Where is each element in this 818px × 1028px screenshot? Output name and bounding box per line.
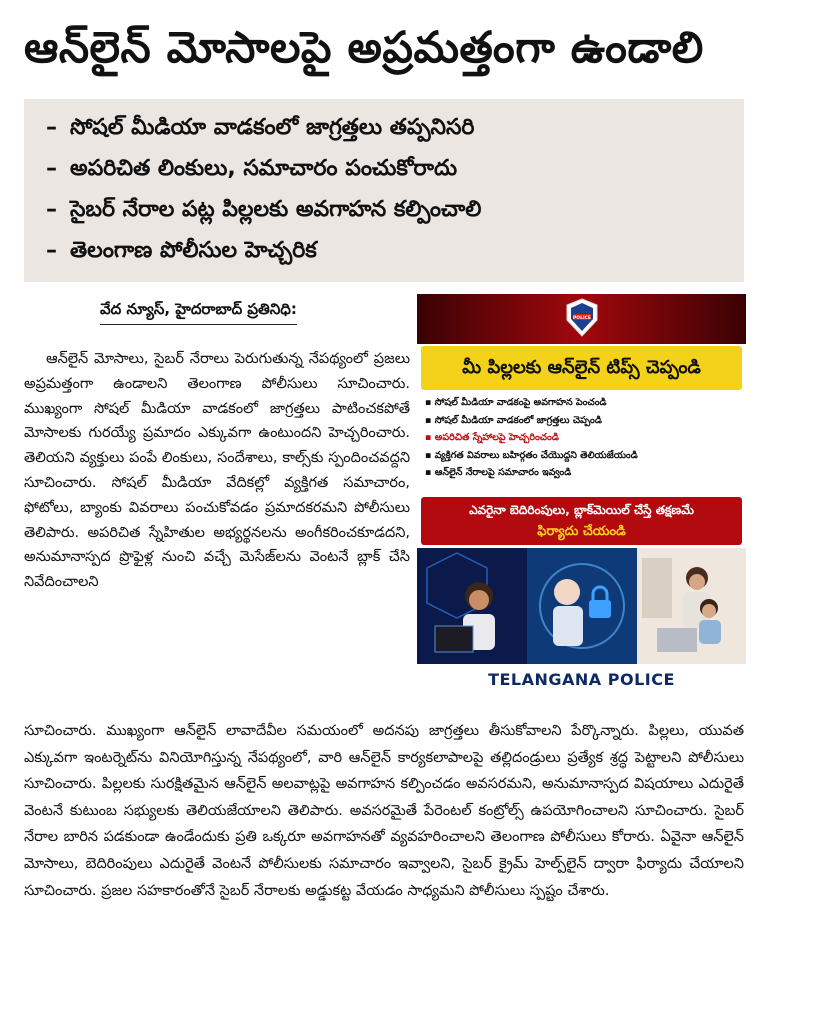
- summary-bullets: [24, 99, 744, 282]
- svg-text:POLICE: POLICE: [572, 316, 592, 321]
- poster-title: మీ పిల్లలకు ఆన్‌లైన్ టిప్స్ చెప్పండి: [421, 346, 742, 390]
- poster-cta-line1: ఎవరైనా బెదిరింపులు, బ్లాక్‌మెయిల్ చేస్తే తక్షణమే: [469, 503, 694, 517]
- article-column: [24, 347, 410, 595]
- awareness-poster: [417, 294, 746, 694]
- poster-cta: [421, 497, 742, 545]
- bullet-item: – సైబర్ నేరాల పట్ల పిల్లలకు అవగాహన కల్పించాలి: [46, 197, 482, 222]
- byline: వేద న్యూస్, హైదరాబాద్ ప్రతినిధి:: [100, 300, 297, 325]
- poster-tip: ▪ ఆన్‌లైన్ నేరాలపై సమాచారం ఇవ్వండి: [425, 467, 572, 478]
- poster-cta-line2: ఫిర్యాదు చేయండి: [537, 524, 626, 539]
- full-paragraph: సూచించారు. ముఖ్యంగా ఆన్‌లైన్ లావాదేవీల సమయంలో అదనపు జాగ్రత్తలు తీసుకోవాలని పేర్కొన్నారు. పిల్లలు, యువత ఎక్కువగా ఇంటర్నెట్‌ను వినియోగిస్తున్న నేపథ్యంలో, వారి ఆన్‌లైన్ కార్యకలాపాలపై తల్లిదండ్రులు ప్రత్యేక శ్రద్ధ పెట్టాలని పోలీసులు సూచించారు. పిల్లలకు సురక్షితమైన ఆన్‌లైన్ అలవాట్లపై అవగాహన కల్పించడం అవసరమని, అనుమానాస్పద విషయాలు ఎదురైతే వెంటనే కుటుంబ సభ్యులకు తెలియజేయాలని తెలిపారు. అవసరమైతే పేరెంటల్ కంట్రోల్స్ ఉపయోగించాలని సూచించారు. సైబర్ నేరాల బారిన పడకుండా ఉండేందుకు ప్రతి ఒక్కరూ అవగాహనతో వ్యవహరించాలని తెలంగాణ పోలీసులు కోరారు. ఏవైనా ఆన్‌లైన్ మోసాలు, బెదిరింపులు ఎదురైతే వెంటనే పోలీసులకు సమాచారం ఇవ్వాలని, సైబర్ క్రైమ్ హెల్ప్‌లైన్ ద్వారా ఫిర్యాదు చేయాలని సూచించారు. ప్రజల సహకారంతోనే సైబర్ నేరాలకు అడ్డుకట్ట వేయడం సాధ్యమని పోలీసులు స్పష్టం చేశారు.: [24, 723, 744, 899]
- poster-tip: ▪ సోషల్ మీడియా వాడకంపై అవగాహన పెంచండి: [425, 397, 607, 408]
- girl-laptop-photo: [417, 548, 527, 664]
- poster-header: [417, 294, 746, 344]
- article-full-width: [24, 718, 744, 904]
- headline: ఆన్‌లైన్ మోసాలపై అప్రమత్తంగా ఉండాలి: [24, 23, 704, 73]
- poster-tip: ▪ అపరిచిత స్నేహాలపై హెచ్చరించండి: [425, 432, 559, 443]
- poster-tip: ▪ వ్యక్తిగత వివరాలు బహిర్గతం చేయొద్దని తెలియజేయండి: [425, 449, 638, 461]
- child-lock-photo: [527, 548, 637, 664]
- bullet-item: – సోషల్ మీడియా వాడకంలో జాగ్రత్తలు తప్పనిసరి: [46, 115, 475, 140]
- bullet-item: – అపరిచిత లింకులు, సమాచారం పంచుకోరాదు: [46, 156, 458, 181]
- poster-footer: TELANGANA POLICE: [488, 670, 675, 689]
- column-paragraph: ఆన్‌లైన్ మోసాలు, సైబర్ నేరాలు పెరుగుతున్న నేపథ్యంలో ప్రజలు అప్రమత్తంగా ఉండాలని తెలంగాణ పోలీసులు సూచించారు. ముఖ్యంగా సోషల్ మీడియా వాడకంలో జాగ్రత్తలు పాటించకపోతే మోసాలకు గురయ్యే ప్రమాదం ఎక్కువగా ఉంటుందని హెచ్చరించారు. తెలియని వ్యక్తులు పంపే లింకులు, సందేశాలు, కాల్స్‌కు స్పందించవద్దని సూచించారు. సోషల్ మీడియా వేదికల్లో వ్యక్తిగత సమాచారం, ఫోటోలు, బ్యాంకు వివరాలు పంచుకోవడం ప్రమాదకరమని పోలీసులు తెలిపారు. అపరిచిత స్నేహితుల అభ్యర్థనలను అంగీకరించకూడదని, అనుమానాస్పద ప్రొఫైళ్ల నుంచి వచ్చే మెసేజ్‌లను వెంటనే బ్లాక్ చేసి నివేదించాలని: [24, 351, 410, 591]
- police-badge-icon: [564, 298, 600, 338]
- poster-photos: [417, 548, 746, 664]
- poster-tips: [425, 394, 743, 482]
- bullet-item: – తెలంగాణ పోలీసుల హెచ్చరిక: [46, 238, 317, 263]
- parent-child-photo: [637, 548, 746, 664]
- poster-tip: ▪ సోషల్ మీడియా వాడకంలో జాగ్రత్తలు చెప్పండి: [425, 414, 602, 426]
